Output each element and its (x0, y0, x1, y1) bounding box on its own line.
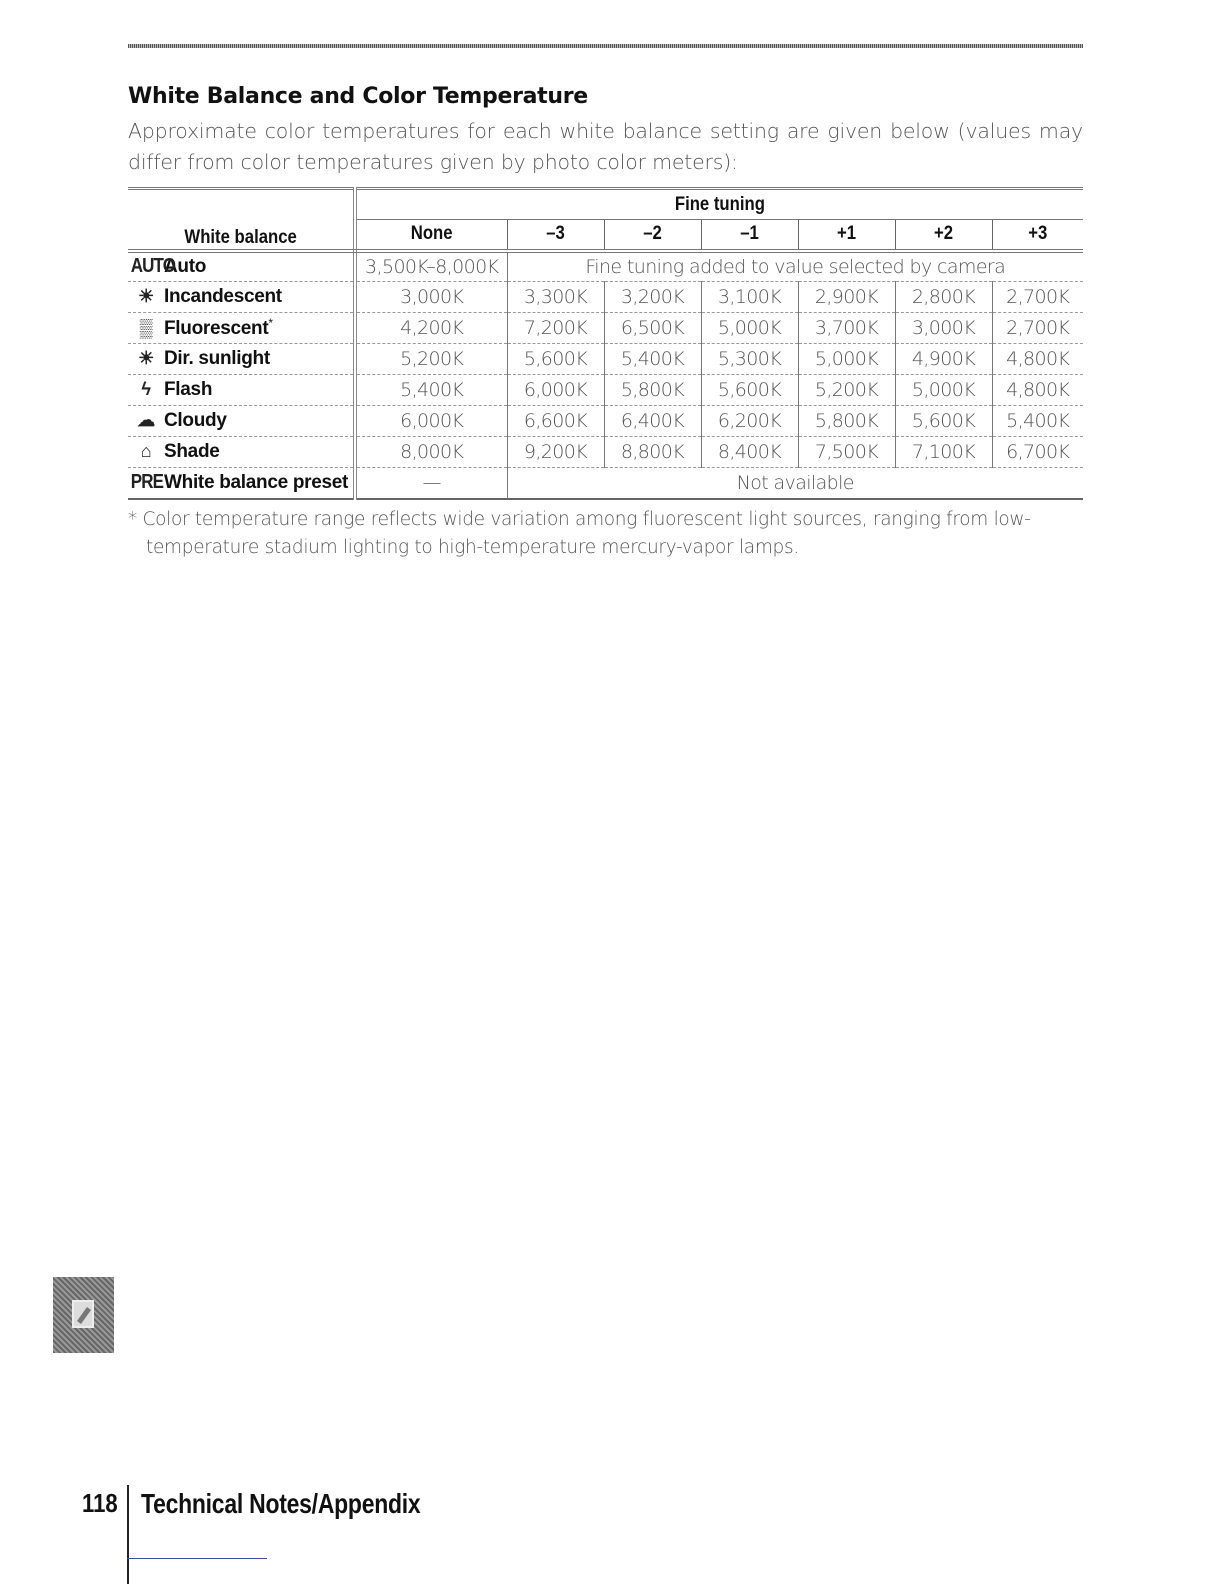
cell-value: 3,700K (798, 313, 895, 344)
cell-span-note: Not available (507, 468, 1083, 499)
row-label-text: Cloudy (164, 410, 227, 431)
cell-value: 7,100K (895, 437, 992, 468)
table-row (128, 468, 1083, 499)
footer-underline (127, 1558, 267, 1559)
footnote-marker: * (268, 315, 273, 330)
header-col: –1 (707, 220, 792, 251)
header-col: +1 (804, 220, 889, 251)
cell-value: 5,400K (604, 344, 701, 375)
table-row (128, 344, 1083, 375)
header-fine-tuning: Fine tuning (399, 189, 1040, 220)
cell-value: 4,800K (992, 375, 1083, 406)
footnote-line-1: * Color temperature range reflects wide variation among fluorescent light sources, ranging from low- (128, 509, 1031, 530)
header-col: –2 (610, 220, 695, 251)
cell-value: 2,700K (992, 313, 1083, 344)
flash-icon: ϟ (141, 379, 151, 399)
header-col: None (364, 220, 498, 251)
row-label (128, 468, 355, 499)
table-row (128, 406, 1083, 437)
cell-none: 6,000K (355, 406, 507, 437)
cell-none: — (355, 468, 507, 499)
appendix-tab (53, 1277, 114, 1353)
row-label (128, 406, 355, 437)
table-row (128, 313, 1083, 344)
direct-sunlight-icon: ☀ (138, 348, 154, 368)
row-label (128, 375, 355, 406)
white-balance-table (128, 187, 1083, 500)
cell-value: 3,200K (604, 282, 701, 313)
cell-value: 5,200K (798, 375, 895, 406)
cell-value: 7,200K (507, 313, 604, 344)
cell-value: 5,800K (798, 406, 895, 437)
cell-value: 5,600K (701, 375, 798, 406)
top-rule (128, 44, 1083, 48)
cell-value: 5,600K (507, 344, 604, 375)
auto-icon: AUTO (130, 255, 176, 278)
header-white-balance: White balance (142, 189, 342, 251)
cell-value: 3,300K (507, 282, 604, 313)
row-label-text: White balance preset (164, 472, 349, 494)
row-label-text: Flash (164, 379, 213, 400)
header-col: –3 (513, 220, 598, 251)
cell-value: 9,200K (507, 437, 604, 468)
row-label-text: Dir. sunlight (164, 348, 270, 369)
cell-none: 3,000K (355, 282, 507, 313)
table-row (128, 251, 1083, 282)
cell-value: 6,600K (507, 406, 604, 437)
cell-value: 5,800K (604, 375, 701, 406)
row-label (128, 282, 355, 313)
row-label-text: Incandescent (164, 286, 282, 307)
row-label (128, 437, 355, 468)
section-heading: White Balance and Color Temperature (128, 84, 588, 109)
appendix-tab-icon (71, 1299, 97, 1331)
shade-icon: ⌂ (140, 441, 152, 461)
footnote-line-2: temperature stadium lighting to high-temperature mercury-vapor lamps. (146, 537, 799, 558)
header-col: +3 (997, 220, 1077, 251)
cell-value: 5,000K (701, 313, 798, 344)
footer-section-title: Technical Notes/Appendix (141, 1488, 421, 1519)
cell-none: 5,400K (355, 375, 507, 406)
table-row (128, 375, 1083, 406)
header-col: +2 (901, 220, 986, 251)
table-row (128, 437, 1083, 468)
cell-value: 6,200K (701, 406, 798, 437)
cell-value: 2,700K (992, 282, 1083, 313)
row-label-text: Shade (164, 441, 220, 462)
cell-value: 7,500K (798, 437, 895, 468)
cell-value: 2,800K (895, 282, 992, 313)
cell-value: 4,900K (895, 344, 992, 375)
cell-value: 3,000K (895, 313, 992, 344)
incandescent-icon: ☀ (138, 286, 154, 306)
preset-icon: PRE (130, 471, 164, 494)
cell-value: 4,800K (992, 344, 1083, 375)
cell-none: 5,200K (355, 344, 507, 375)
cell-value: 2,900K (798, 282, 895, 313)
row-label (128, 313, 355, 344)
cell-value: 5,300K (701, 344, 798, 375)
cell-value: 8,800K (604, 437, 701, 468)
cell-span-note: Fine tuning added to value selected by camera (507, 251, 1083, 282)
table-row (128, 282, 1083, 313)
row-label (128, 344, 355, 375)
cell-value: 5,400K (992, 406, 1083, 437)
page-number: 118 (82, 1488, 118, 1518)
row-label-text: Auto (164, 256, 207, 278)
cell-value: 5,000K (798, 344, 895, 375)
cell-value: 3,100K (701, 282, 798, 313)
cell-value: 5,000K (895, 375, 992, 406)
intro-paragraph: Approximate color temperatures for each white balance setting are given below (values may differ from color temperatures given by photo color meters): (128, 119, 1083, 174)
cell-value: 6,000K (507, 375, 604, 406)
cell-value: 8,400K (701, 437, 798, 468)
cell-value: 6,500K (604, 313, 701, 344)
cell-none: 8,000K (355, 437, 507, 468)
row-label (128, 251, 355, 282)
cloudy-icon: ☁ (137, 410, 155, 430)
cell-none: 3,500K–8,000K (355, 251, 507, 282)
footnote (128, 506, 1083, 562)
cell-value: 6,700K (992, 437, 1083, 468)
cell-value: 6,400K (604, 406, 701, 437)
row-label-text: Fluorescent (164, 318, 269, 340)
cell-value: 5,600K (895, 406, 992, 437)
cell-none: 4,200K (355, 313, 507, 344)
fluorescent-icon: ▒ (139, 318, 153, 339)
footer-divider (127, 1485, 129, 1584)
